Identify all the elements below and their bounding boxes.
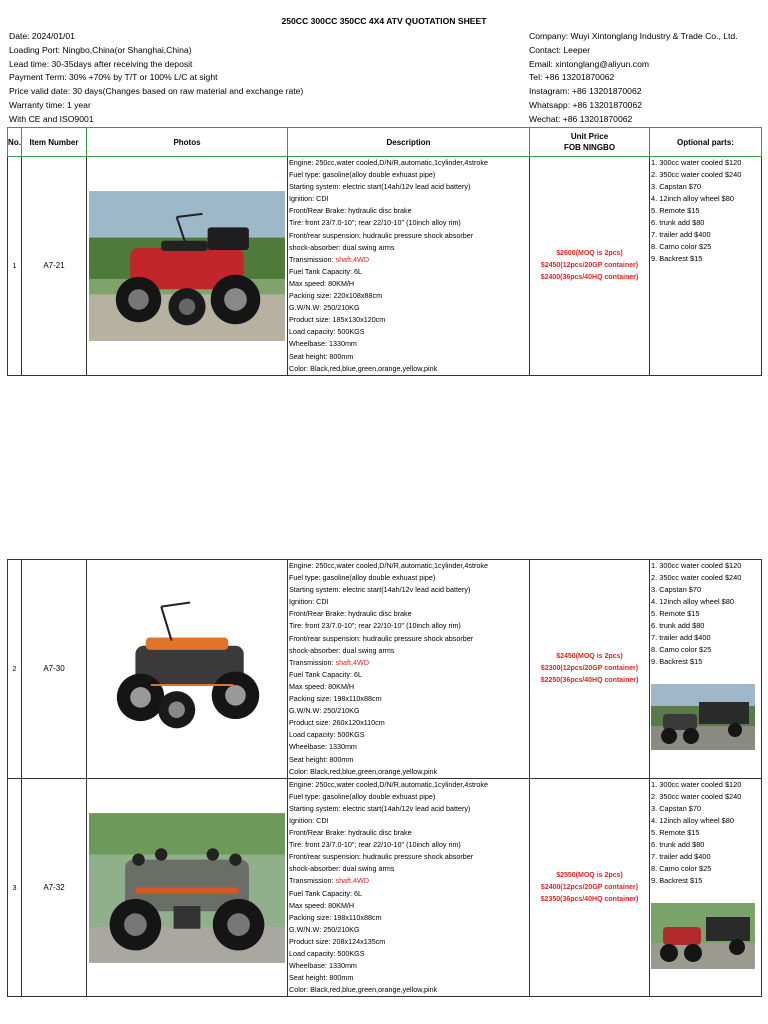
desc-fuel: Fuel type: gasoline(alloy double exhuast pipe) bbox=[289, 573, 436, 583]
price-moq: $2450(MOQ is 2pcs) bbox=[556, 652, 623, 660]
desc-shock: shock-absorber: dual swing arms bbox=[289, 645, 395, 655]
desc-tire: Tire: front 23/7.0-10"; rear 22/10-10" (10inch alloy rim) bbox=[289, 840, 461, 850]
option-item: 1. 300cc water cooled $120 bbox=[651, 158, 742, 167]
price-40hq: $2350(36pcs/40HQ container) bbox=[540, 895, 639, 903]
desc-suspension: Front/rear suspension: hudraulic pressure shock absorber bbox=[289, 230, 474, 240]
desc-load: Load capacity: 500KGS bbox=[289, 949, 365, 958]
trailer-photo bbox=[651, 903, 755, 969]
desc-shock: shock-absorber: dual swing arms bbox=[289, 242, 395, 252]
row-price bbox=[530, 778, 650, 997]
col-unit-price-header bbox=[530, 128, 650, 157]
date-line: Date: 2024/01/01 bbox=[9, 31, 75, 41]
desc-transmission bbox=[289, 875, 528, 887]
option-item: 8. Camo color $25 bbox=[651, 645, 712, 654]
unit-price-label: Unit Price bbox=[570, 132, 609, 141]
row-optional-parts bbox=[650, 778, 762, 997]
shipping-terms bbox=[9, 30, 389, 127]
desc-wheelbase: Wheelbase: 1330mm bbox=[289, 339, 357, 349]
price-valid-line: Price valid date: 30 days(Changes based on raw material and exchange rate) bbox=[9, 86, 304, 97]
trailer-photo bbox=[651, 684, 755, 750]
desc-load: Load capacity: 500KGS bbox=[289, 327, 365, 337]
whatsapp-line: Whatsapp: +86 13201870062 bbox=[529, 99, 643, 110]
option-item: 1. 300cc water cooled $120 bbox=[651, 561, 742, 570]
desc-starting: Starting system: electric start(14ah/12v lead acid battery) bbox=[289, 585, 471, 595]
desc-product-size: Product size: 185x130x120cm bbox=[289, 315, 386, 325]
desc-wheelbase: Wheelbase: 1330mm bbox=[289, 742, 357, 752]
desc-tire: Tire: front 23/7.0-10"; rear 22/10-10" (10inch alloy rim) bbox=[289, 218, 461, 228]
desc-transmission bbox=[289, 657, 528, 669]
option-item: 3. Capstan $70 bbox=[651, 585, 702, 594]
row-price bbox=[530, 157, 650, 376]
contact-line: Contact: Leeper bbox=[529, 44, 591, 55]
desc-seat: Seat height: 800mm bbox=[289, 754, 354, 764]
col-description-header: Description bbox=[288, 128, 530, 157]
desc-speed: Max speed: 80KM/H bbox=[289, 278, 355, 288]
desc-engine: Engine: 250cc,water cooled,D/N/R,automatic,1cylinder,4stroke bbox=[289, 561, 488, 570]
desc-ignition: Ignition: CDI bbox=[289, 597, 329, 607]
price-moq: $2550(MOQ is 2pcs) bbox=[556, 871, 623, 879]
option-item: 5. Remote $15 bbox=[651, 609, 700, 618]
atv-photo bbox=[89, 191, 285, 341]
quotation-table-page1 bbox=[7, 127, 762, 376]
trailer-image bbox=[651, 684, 755, 750]
desc-seat: Seat height: 800mm bbox=[289, 351, 354, 361]
option-item: 6. trunk add $80 bbox=[651, 839, 705, 849]
desc-ignition: Ignition: CDI bbox=[289, 815, 329, 825]
option-item: 6. trunk add $80 bbox=[651, 621, 705, 630]
col-photos-header: Photos bbox=[87, 128, 288, 157]
row-optional-parts bbox=[650, 560, 762, 779]
company-line: Company: Wuyi Xintonglang Industry & Trade Co., Ltd. bbox=[529, 31, 738, 41]
transmission-value: shaft,4WD bbox=[335, 657, 370, 667]
table-row bbox=[8, 560, 762, 779]
fob-label: FOB NINGBO bbox=[563, 143, 616, 152]
option-item: 4. 12inch alloy wheel $80 bbox=[651, 194, 734, 203]
payment-term-line: Payment Term: 30% +70% by T/T or 100% L/C at sight bbox=[9, 72, 218, 83]
desc-transmission bbox=[289, 254, 528, 266]
desc-packing: Packing size: 198x110x88cm bbox=[289, 912, 382, 922]
row-item-number: A7-21 bbox=[22, 157, 87, 376]
desc-weight: G.W/N.W: 250/210KG bbox=[289, 303, 360, 313]
price-40hq: $2400(36pcs/40HQ container) bbox=[540, 273, 639, 281]
desc-speed: Max speed: 80KM/H bbox=[289, 681, 355, 691]
desc-load: Load capacity: 500KGS bbox=[289, 730, 365, 740]
option-item: 3. Capstan $70 bbox=[651, 803, 702, 813]
row-no: 2 bbox=[8, 560, 22, 779]
desc-engine: Engine: 250cc,water cooled,D/N/R,automatic,1cylinder,4stroke bbox=[289, 158, 488, 167]
option-item: 4. 12inch alloy wheel $80 bbox=[651, 815, 734, 825]
desc-product-size: Product size: 208x124x135cm bbox=[289, 936, 386, 946]
desc-weight: G.W/N.W: 250/210KG bbox=[289, 706, 360, 716]
desc-tank: Fuel Tank Capacity: 6L bbox=[289, 669, 362, 679]
transmission-label: Transmission: bbox=[289, 657, 336, 667]
option-item: 2. 350cc water cooled $240 bbox=[651, 573, 742, 582]
atv-photo bbox=[89, 594, 285, 744]
row-price bbox=[530, 560, 650, 779]
option-item: 5. Remote $15 bbox=[651, 827, 700, 837]
desc-suspension: Front/rear suspension: hudraulic pressure shock absorber bbox=[289, 852, 474, 862]
transmission-label: Transmission: bbox=[289, 254, 336, 264]
trailer-image bbox=[651, 903, 755, 969]
sheet-title: 250CC 300CC 350CC 4X4 ATV QUOTATION SHEET bbox=[281, 16, 487, 26]
desc-brake: Front/Rear Brake: hydraulic disc brake bbox=[289, 206, 412, 216]
option-item: 7. trailer add $400 bbox=[651, 230, 711, 239]
option-item: 3. Capstan $70 bbox=[651, 182, 702, 191]
row-photo bbox=[87, 778, 288, 997]
desc-engine: Engine: 250cc,water cooled,D/N/R,automatic,1cylinder,4stroke bbox=[289, 779, 488, 789]
desc-starting: Starting system: electric start(14ah/12v lead acid battery) bbox=[289, 803, 471, 813]
col-optional-header: Optional parts: bbox=[650, 128, 762, 157]
col-no-header: No. bbox=[8, 128, 22, 157]
desc-speed: Max speed: 80KM/H bbox=[289, 900, 355, 910]
lead-time-line: Lead time: 30-35days after receiving the deposit bbox=[9, 58, 193, 69]
price-20gp: $2300(12pcs/20GP container) bbox=[540, 664, 639, 672]
atv-image-a7-21 bbox=[89, 191, 285, 341]
transmission-label: Transmission: bbox=[289, 876, 336, 886]
price-20gp: $2450(12pcs/20GP container) bbox=[540, 261, 639, 269]
wechat-line: Wechat: +86 13201870062 bbox=[529, 113, 633, 124]
option-item: 7. trailer add $400 bbox=[651, 633, 711, 642]
desc-packing: Packing size: 198x110x88cm bbox=[289, 694, 382, 704]
row-item-number: A7-32 bbox=[22, 778, 87, 997]
price-40hq: $2250(36pcs/40HQ container) bbox=[540, 676, 639, 684]
option-item: 5. Remote $15 bbox=[651, 206, 700, 215]
loading-port-line: Loading Port: Ningbo,China(or Shanghai,China) bbox=[9, 44, 192, 55]
price-20gp: $2400(12pcs/20GP container) bbox=[540, 883, 639, 891]
option-item: 9. Backrest $15 bbox=[651, 875, 703, 885]
certification-line: With CE and ISO9001 bbox=[9, 113, 94, 124]
warranty-line: Warranty time: 1 year bbox=[9, 99, 91, 110]
desc-weight: G.W/N.W: 250/210KG bbox=[289, 924, 360, 934]
desc-tank: Fuel Tank Capacity: 6L bbox=[289, 888, 362, 898]
desc-color: Color: Black,red,blue,green,orange,yellow,pink bbox=[289, 766, 438, 776]
row-description bbox=[288, 778, 530, 997]
row-no: 1 bbox=[8, 157, 22, 376]
atv-image-a7-30 bbox=[89, 594, 285, 744]
desc-brake: Front/Rear Brake: hydraulic disc brake bbox=[289, 609, 412, 619]
company-contact bbox=[529, 30, 765, 127]
desc-ignition: Ignition: CDI bbox=[289, 194, 329, 204]
row-description bbox=[288, 157, 530, 376]
desc-color: Color: Black,red,blue,green,orange,yellow,pink bbox=[289, 985, 438, 995]
transmission-value: shaft,4WD bbox=[335, 876, 370, 886]
desc-packing: Packing size: 220x108x88cm bbox=[289, 291, 383, 301]
email-line[interactable]: Email: xintonglang@aliyun.com bbox=[529, 58, 650, 69]
instagram-line: Instagram: +86 13201870062 bbox=[529, 86, 642, 97]
atv-image-a7-32 bbox=[89, 813, 285, 963]
desc-starting: Starting system: electric start(14ah/12v lead acid battery) bbox=[289, 182, 471, 192]
option-item: 8. Camo color $25 bbox=[651, 242, 712, 251]
desc-seat: Seat height: 800mm bbox=[289, 973, 354, 983]
option-item: 2. 350cc water cooled $240 bbox=[651, 170, 742, 179]
table-header-row bbox=[8, 128, 762, 157]
tel-line: Tel: +86 13201870062 bbox=[529, 72, 615, 83]
option-item: 8. Camo color $25 bbox=[651, 863, 712, 873]
row-photo bbox=[87, 157, 288, 376]
row-item-number: A7-30 bbox=[22, 560, 87, 779]
desc-shock: shock-absorber: dual swing arms bbox=[289, 864, 395, 874]
desc-suspension: Front/rear suspension: hudraulic pressure shock absorber bbox=[289, 633, 474, 643]
table-row bbox=[8, 778, 762, 997]
quotation-table-page2 bbox=[7, 559, 762, 997]
option-item: 9. Backrest $15 bbox=[651, 657, 703, 666]
desc-brake: Front/Rear Brake: hydraulic disc brake bbox=[289, 828, 412, 838]
desc-product-size: Product size: 260x120x110cm bbox=[289, 718, 385, 728]
row-optional-parts bbox=[650, 157, 762, 376]
desc-color: Color: Black,red,blue,green,orange,yellow,pink bbox=[289, 363, 438, 373]
price-moq: $2600(MOQ is 2pcs) bbox=[556, 249, 623, 257]
option-item: 4. 12inch alloy wheel $80 bbox=[651, 597, 734, 606]
atv-photo bbox=[89, 813, 285, 963]
transmission-value: shaft,4WD bbox=[335, 254, 370, 264]
option-item: 6. trunk add $80 bbox=[651, 218, 705, 227]
row-no: 3 bbox=[8, 778, 22, 997]
row-photo bbox=[87, 560, 288, 779]
desc-fuel: Fuel type: gasoline(alloy double exhuast pipe) bbox=[289, 170, 436, 180]
option-item: 2. 350cc water cooled $240 bbox=[651, 791, 742, 801]
table-row bbox=[8, 157, 762, 376]
desc-tire: Tire: front 23/7.0-10"; rear 22/10-10" (10inch alloy rim) bbox=[289, 621, 461, 631]
option-item: 9. Backrest $15 bbox=[651, 254, 703, 263]
col-item-header: Item Number bbox=[22, 128, 87, 157]
desc-tank: Fuel Tank Capacity: 6L bbox=[289, 266, 362, 276]
option-item: 1. 300cc water cooled $120 bbox=[651, 779, 742, 789]
desc-wheelbase: Wheelbase: 1330mm bbox=[289, 961, 357, 971]
option-item: 7. trailer add $400 bbox=[651, 851, 711, 861]
row-description bbox=[288, 560, 530, 779]
desc-fuel: Fuel type: gasoline(alloy double exhuast pipe) bbox=[289, 791, 436, 801]
